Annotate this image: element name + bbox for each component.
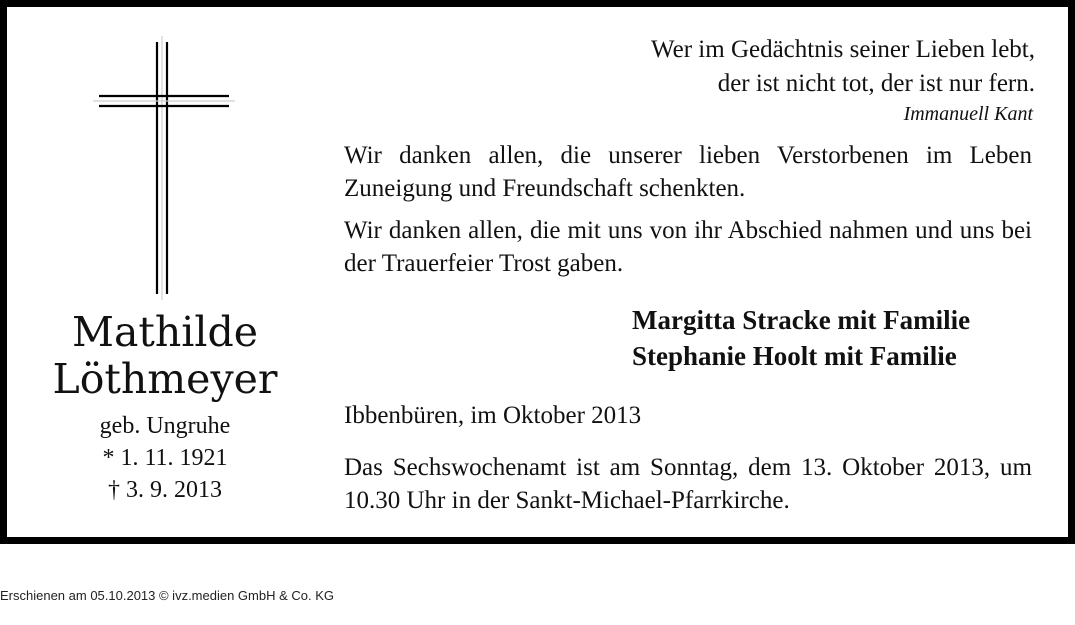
deceased-last-name: Löthmeyer: [52, 355, 278, 403]
thanks-paragraph-2: Wir danken allen, die mit uns von ihr Abschied nahmen und uns bei der Trauerfeier Trost gaben.: [344, 217, 1032, 277]
cross-icon: [89, 36, 239, 301]
birth-date: * 1. 11. 1921: [102, 445, 228, 471]
quote-line-1: Wer im Gedächtnis seiner Lieben lebt,: [651, 36, 1035, 63]
quote-author: Immanuell Kant: [903, 103, 1033, 125]
publication-footer: Erschienen am 05.10.2013 © ivz.medien GmbH & Co. KG: [0, 588, 335, 603]
signatures: [607, 302, 970, 374]
maiden-name: geb. Ungruhe: [99, 413, 231, 439]
signature-2: Stephanie Hoolt mit Familie: [632, 341, 957, 371]
thanks-paragraph-1: Wir danken allen, die unserer lieben Verstorbenen im Leben Zuneigung und Freundschaft schenkten.: [344, 142, 1032, 202]
signature-1: Margitta Stracke mit Familie: [632, 305, 971, 335]
mass-info: Das Sechswochenamt ist am Sonntag, dem 13. Oktober 2013, um 10.30 Uhr in der Sankt-Michael-Pfarrkirche.: [344, 454, 1032, 514]
quote-block: [555, 33, 1035, 127]
place-date: Ibbenbüren, im Oktober 2013: [344, 402, 642, 429]
deceased-info: [27, 309, 303, 506]
deceased-first-name: Mathilde: [71, 308, 259, 356]
death-date: † 3. 9. 2013: [108, 477, 222, 503]
quote-line-2: der ist nicht tot, der ist nur fern.: [717, 70, 1035, 97]
